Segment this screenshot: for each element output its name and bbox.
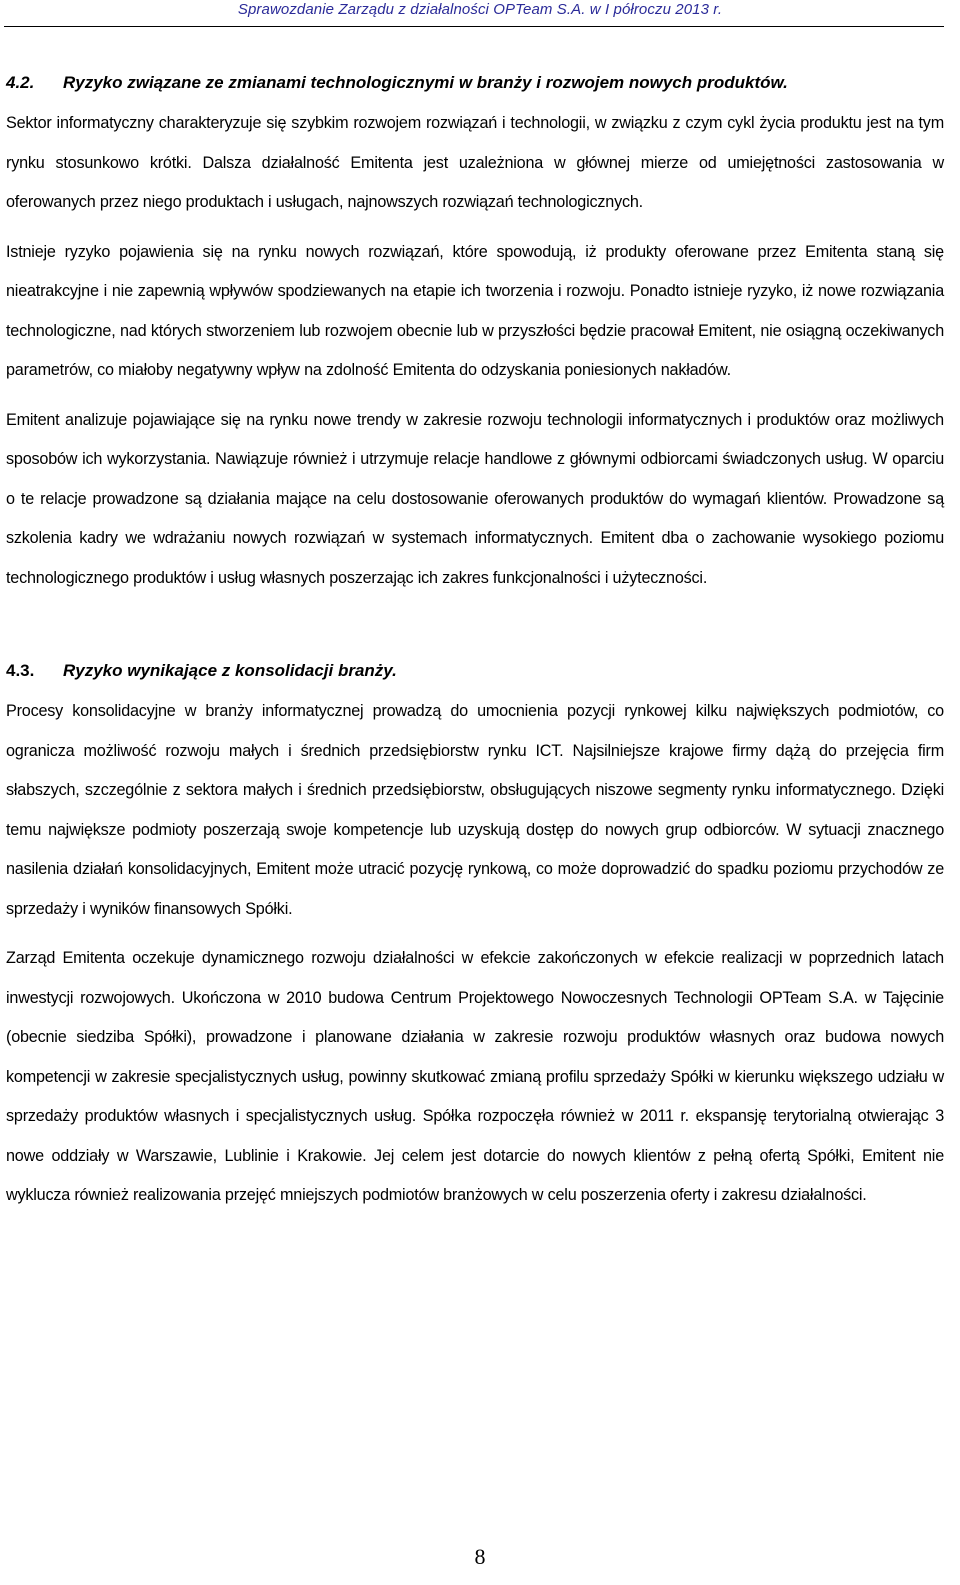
paragraph: Sektor informatyczny charakteryzuje się szybkim rozwojem rozwiązań i technologii, w związku z czym cykl życia produktu jest na tym rynku stosunkowo krótki. Dalsza działalność Emitenta jest uzależniona w głównej mierze od umiejętności zastosowania w oferowanych przez niego produktach i usługach, najnowszych rozwiązań technologicznych. [6, 114, 944, 211]
paragraph: Zarząd Emitenta oczekuje dynamicznego rozwoju działalności w efekcie zakończonych w efekcie realizacji w poprzednich latach inwestycji rozwojowych. Ukończona w 2010 budowa Centrum Projektowego Nowoczesnych Technologii OPTeam S.A. w Tajęcinie (obecnie siedziba Spółki), prowadzone i planowane działania w zakresie rozwoju produktów własnych oraz budowa nowych kompetencji w zakresie specjalistycznych usług, powinny skutkować zmianą profilu sprzedaży Spółki w kierunku większego udziału w sprzedaży produktów własnych i specjalistycznych usług. Spółka rozpoczęła również w 2011 r. ekspansję terytorialną otwierając 3 nowe oddziały w Warszawie, Lublinie i Krakowie. Jej celem jest dotarcie do nowych klientów z pełną ofertą Spółki, Emitent nie wyklucza również realizowania przejęć mniejszych podmiotów branżowych w celu poszerzenia oferty i zakresu działalności. [6, 949, 944, 1204]
section-heading-4-3 [6, 654, 944, 688]
section-heading-4-2 [6, 66, 944, 100]
header-divider [4, 26, 944, 27]
running-header: Sprawozdanie Zarządu z działalności OPTeam S.A. w I półroczu 2013 r. [237, 1, 723, 18]
page-number: 8 [474, 1544, 486, 1569]
section-number: 4.3. [6, 661, 35, 680]
paragraph: Istnieje ryzyko pojawienia się na rynku nowych rozwiązań, które spowodują, iż produkty oferowane przez Emitenta staną się nieatrakcyjne i nie zapewnią wpływów spodziewanych na etapie ich tworzenia i rozwoju. Ponadto istnieje ryzyko, iż nowe rozwiązania technologiczne, nad których stworzeniem lub rozwojem obecnie lub w przyszłości będzie pracował Emitent, nie osiągną oczekiwanych parametrów, co miałoby negatywny wpływ na zdolność Emitenta do odzyskania poniesionych nakładów. [6, 242, 944, 379]
section-number: 4.2. [6, 73, 35, 92]
paragraph: Emitent analizuje pojawiające się na rynku nowe trendy w zakresie rozwoju technologii informatycznych i produktów oraz możliwych sposobów ich wykorzystania. Nawiązuje również i utrzymuje relacje handlowe z głównymi odbiorcami świadczonych usług. W oparciu o te relacje prowadzone są działania mające na celu dostosowanie oferowanych produktów do wymagań klientów. Prowadzone są szkolenia kadry we wdrażaniu nowych rozwiązań w systemach informatycznych. Emitent dba o zachowanie wysokiego poziomu technologicznego produktów i usług własnych poszerzając ich zakres funkcjonalności i użyteczności. [6, 410, 944, 587]
section-title: Ryzyko wynikające z konsolidacji branży. [63, 661, 397, 680]
section-title: Ryzyko związane ze zmianami technologicznymi w branży i rozwojem nowych produktów. [63, 73, 788, 92]
paragraph: Procesy konsolidacyjne w branży informatycznej prowadzą do umocnienia pozycji rynkowej kilku największych podmiotów, co ogranicza możliwość rozwoju małych i średnich przedsiębiorstw rynku ICT. Najsilniejsze krajowe firmy dążą do przejęcia firm słabszych, szczególnie z sektora małych i średnich przedsiębiorstw, obsługujących niszowe segmenty rynku informatycznego. Dzięki temu największe podmioty poszerzają swoje kompetencje lub uzyskują dostęp do nowych grup odbiorców. W sytuacji znacznego nasilenia działań konsolidacyjnych, Emitent może utracić pozycję rynkową, co może doprowadzić do spadku poziomu przychodów ze sprzedaży i wyników finansowych Spółki. [6, 702, 944, 918]
document-body [6, 66, 944, 1216]
